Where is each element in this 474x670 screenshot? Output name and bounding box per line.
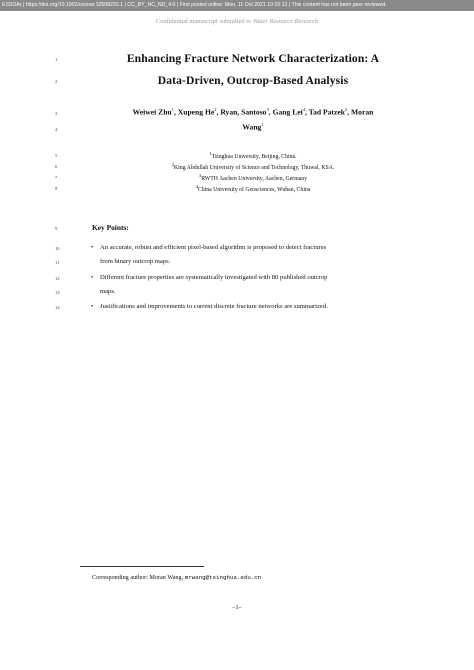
key-points-heading: Key Points: [92,223,129,232]
author-email-link[interactable]: mrwang@tsinghua.edu.cn [184,574,262,581]
journal-name: Water Resource Research [252,18,319,25]
line-number: 7 [55,175,58,180]
author: , Ryan, Santoso [216,107,267,117]
affiliation-text: Tsinghua University, Beijing, China. [211,153,297,160]
affiliation-text: China University of Geosciences, Wuhan, China [197,186,311,193]
corresponding-author-footnote [92,574,261,581]
key-point-item [91,271,411,299]
preprint-banner: ESSOAr | https://doi.org/10.1002/essoar.10508232.1 | CC_BY_NC_ND_4.0 | First posted online: Mon, 11 Oct 2021 10:15:12 | This content has not been peer reviewed. [0,0,474,11]
line-number: 12 [55,276,60,281]
bullet-icon: • [91,244,94,251]
affiliation-text: RWTH Aachen University, Aachen, Germany [201,175,308,182]
author-list-continued [80,122,426,132]
footnote-label: Corresponding author: Moran Wang, [92,574,185,581]
affiliation-marker: 3 [266,107,269,112]
author: , Tad Patzek [305,107,345,117]
line-number: 10 [55,246,60,251]
bullet-icon: • [91,303,94,310]
line-number: 9 [55,226,58,231]
author: , Moran [347,107,374,117]
running-header-prefix: Confidential manuscript submitted to [155,18,253,25]
key-point-item [91,241,411,269]
affiliation [80,162,426,171]
affiliation-marker: 2 [214,107,217,112]
key-point-line: from binary outcrop maps. [100,258,171,265]
line-number: 6 [55,164,58,169]
author: , Xupeng He [173,107,215,117]
line-number: 13 [55,290,60,295]
page-number: –1– [232,604,242,611]
affiliation-marker: 3 [198,173,202,178]
footnote-rule [80,566,204,567]
key-point-item [91,300,411,314]
paper-title-line-1: Enhancing Fracture Network Characterization: A [126,52,380,65]
author-list [80,107,426,117]
line-number: 14 [55,305,60,310]
affiliation [80,173,426,182]
key-point-line: An accurate, robust and efficient pixel-based algorithm is proposed to detect fractures [100,244,327,251]
affiliation [80,184,426,193]
affiliation-marker: 4 [195,184,198,189]
line-number: 11 [55,260,60,265]
author: Weiwei Zhu [132,107,172,117]
affiliation-marker: 2 [171,162,174,167]
line-number: 5 [55,153,58,158]
line-number: 1 [55,57,58,62]
affiliation-marker: 2 [344,107,348,112]
author: Wang [242,122,262,132]
line-number: 8 [55,186,58,191]
key-point-line: Different fracture properties are systematically investigated with 80 published outcrop [100,274,328,281]
line-number: 3 [55,111,58,116]
line-number: 4 [55,127,58,132]
affiliation-marker: 1 [171,107,174,112]
affiliation [80,151,426,160]
running-header [0,18,474,25]
affiliation-marker: 1 [209,151,212,156]
key-point-line: Justifications and improvements to current discrete fracture networks are summarized. [100,303,328,310]
paper-title-line-2: Data-Driven, Outcrop-Based Analysis [157,74,349,87]
author: , Gang Lei [268,107,303,117]
bullet-icon: • [91,274,94,281]
affiliation-marker: 1 [261,122,264,127]
key-point-line: maps. [100,288,116,295]
line-number: 2 [55,79,58,84]
affiliation-text: King Abdullah University of Science and Technology, Thuwal, KSA. [173,164,335,171]
affiliation-marker: 4 [302,107,306,112]
